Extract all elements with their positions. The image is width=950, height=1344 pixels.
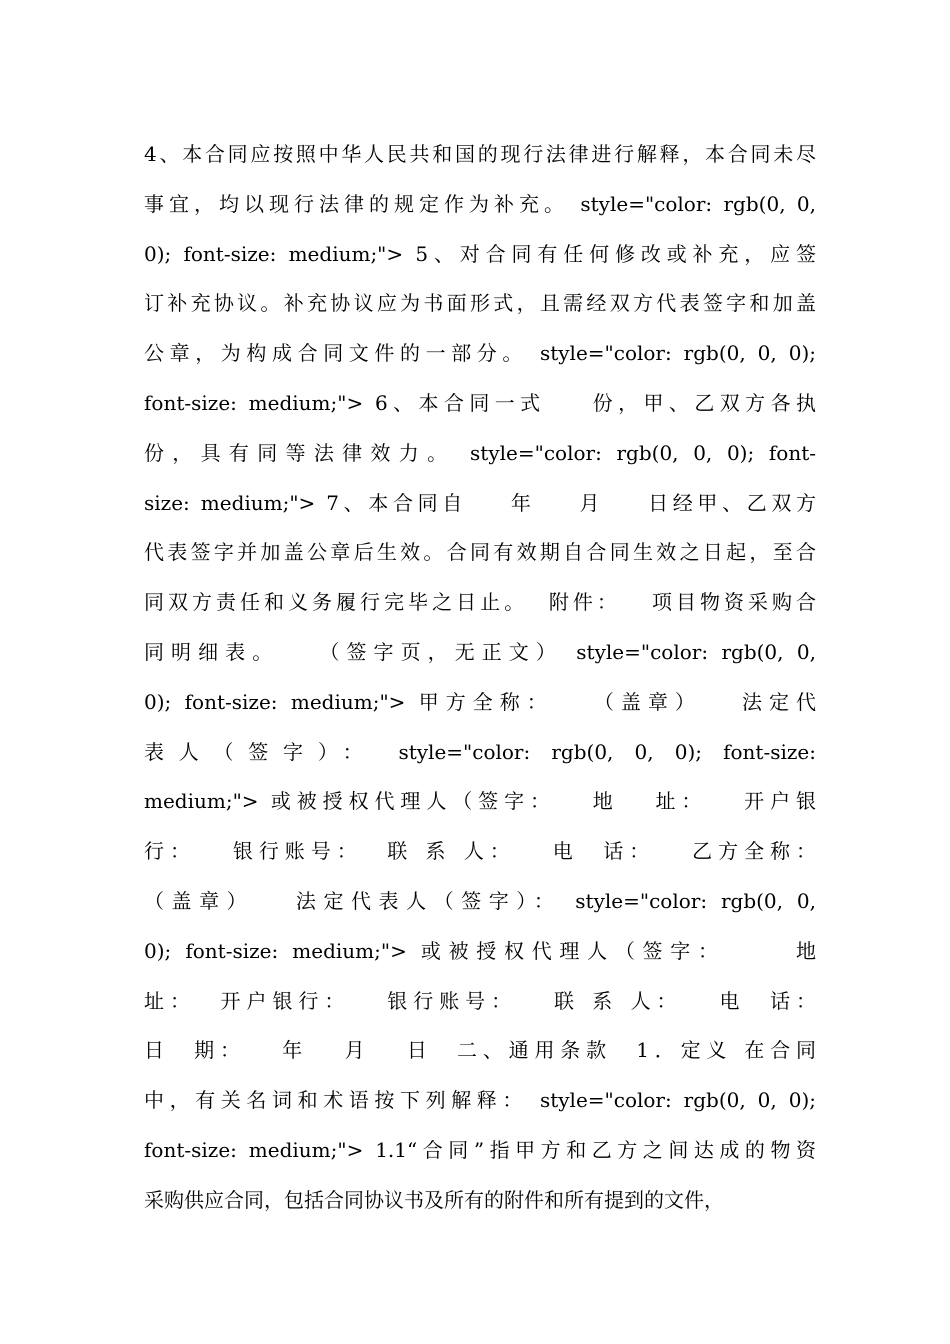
text-line: 中，有关名词和术语按下列解释： style="color: rgb(0, 0, 0); xyxy=(144,1088,816,1113)
text-line: 事宜，均以现行法律的规定作为补充。 style="color: rgb(0, 0, xyxy=(144,191,816,216)
text-line: 采购供应合同，包括合同协议书及所有的附件和所有提到的文件， xyxy=(144,1187,724,1212)
text-line: font-size: medium;"> 6、本合同一式 份，甲、乙双方各执 xyxy=(144,390,816,415)
contract-text-body xyxy=(144,130,816,1226)
text-line: 代表签字并加盖公章后生效。合同有效期自合同生效之日起，至合 xyxy=(144,540,816,565)
text-line: （盖章） 法定代表人（签字）： style="color: rgb(0, 0, xyxy=(144,888,816,913)
text-line: 4、本合同应按照中华人民共和国的现行法律进行解释，本合同未尽 xyxy=(144,142,816,166)
text-line: 订补充协议。补充协议应为书面形式，且需经双方代表签字和加盖 xyxy=(144,291,816,316)
text-line: 同双方责任和义务履行完毕之日止。 附件： 项目物资采购合 xyxy=(144,590,816,615)
text-line: size: medium;"> 7、本合同自 年 月 日经甲、乙双方 xyxy=(144,490,816,515)
text-line: 公章，为构成合同文件的一部分。 style="color: rgb(0, 0, 0); xyxy=(144,341,816,366)
text-line: 0); font-size: medium;"> 5、对合同有任何修改或补充，应签 xyxy=(144,241,816,266)
text-line: 0); font-size: medium;"> 甲方全称： （盖章） 法定代 xyxy=(144,689,816,714)
text-line: 址： 开户银行： 银行账号： 联 系 人： 电 话： xyxy=(144,988,816,1013)
text-line: font-size: medium;"> 1.1“合同”指甲方和乙方之间达成的物资 xyxy=(144,1137,816,1162)
text-line: 日 期： 年 月 日 二、通用条款 1．定义 在合同 xyxy=(144,1038,816,1063)
text-line: medium;"> 或被授权代理人（签字： 地 址： 开户银 xyxy=(144,789,816,814)
text-line: 表人（签字）： style="color: rgb(0, 0, 0); font-size: xyxy=(144,739,816,764)
text-line: 0); font-size: medium;"> 或被授权代理人（签字： 地 xyxy=(144,938,816,963)
text-line: 同明细表。 （签字页，无正文） style="color: rgb(0, 0, xyxy=(144,639,816,664)
text-line: 行： 银行账号： 联 系 人： 电 话： 乙方全称： xyxy=(144,839,816,864)
text-line: 份，具有同等法律效力。 style="color: rgb(0, 0, 0); font- xyxy=(144,440,816,465)
